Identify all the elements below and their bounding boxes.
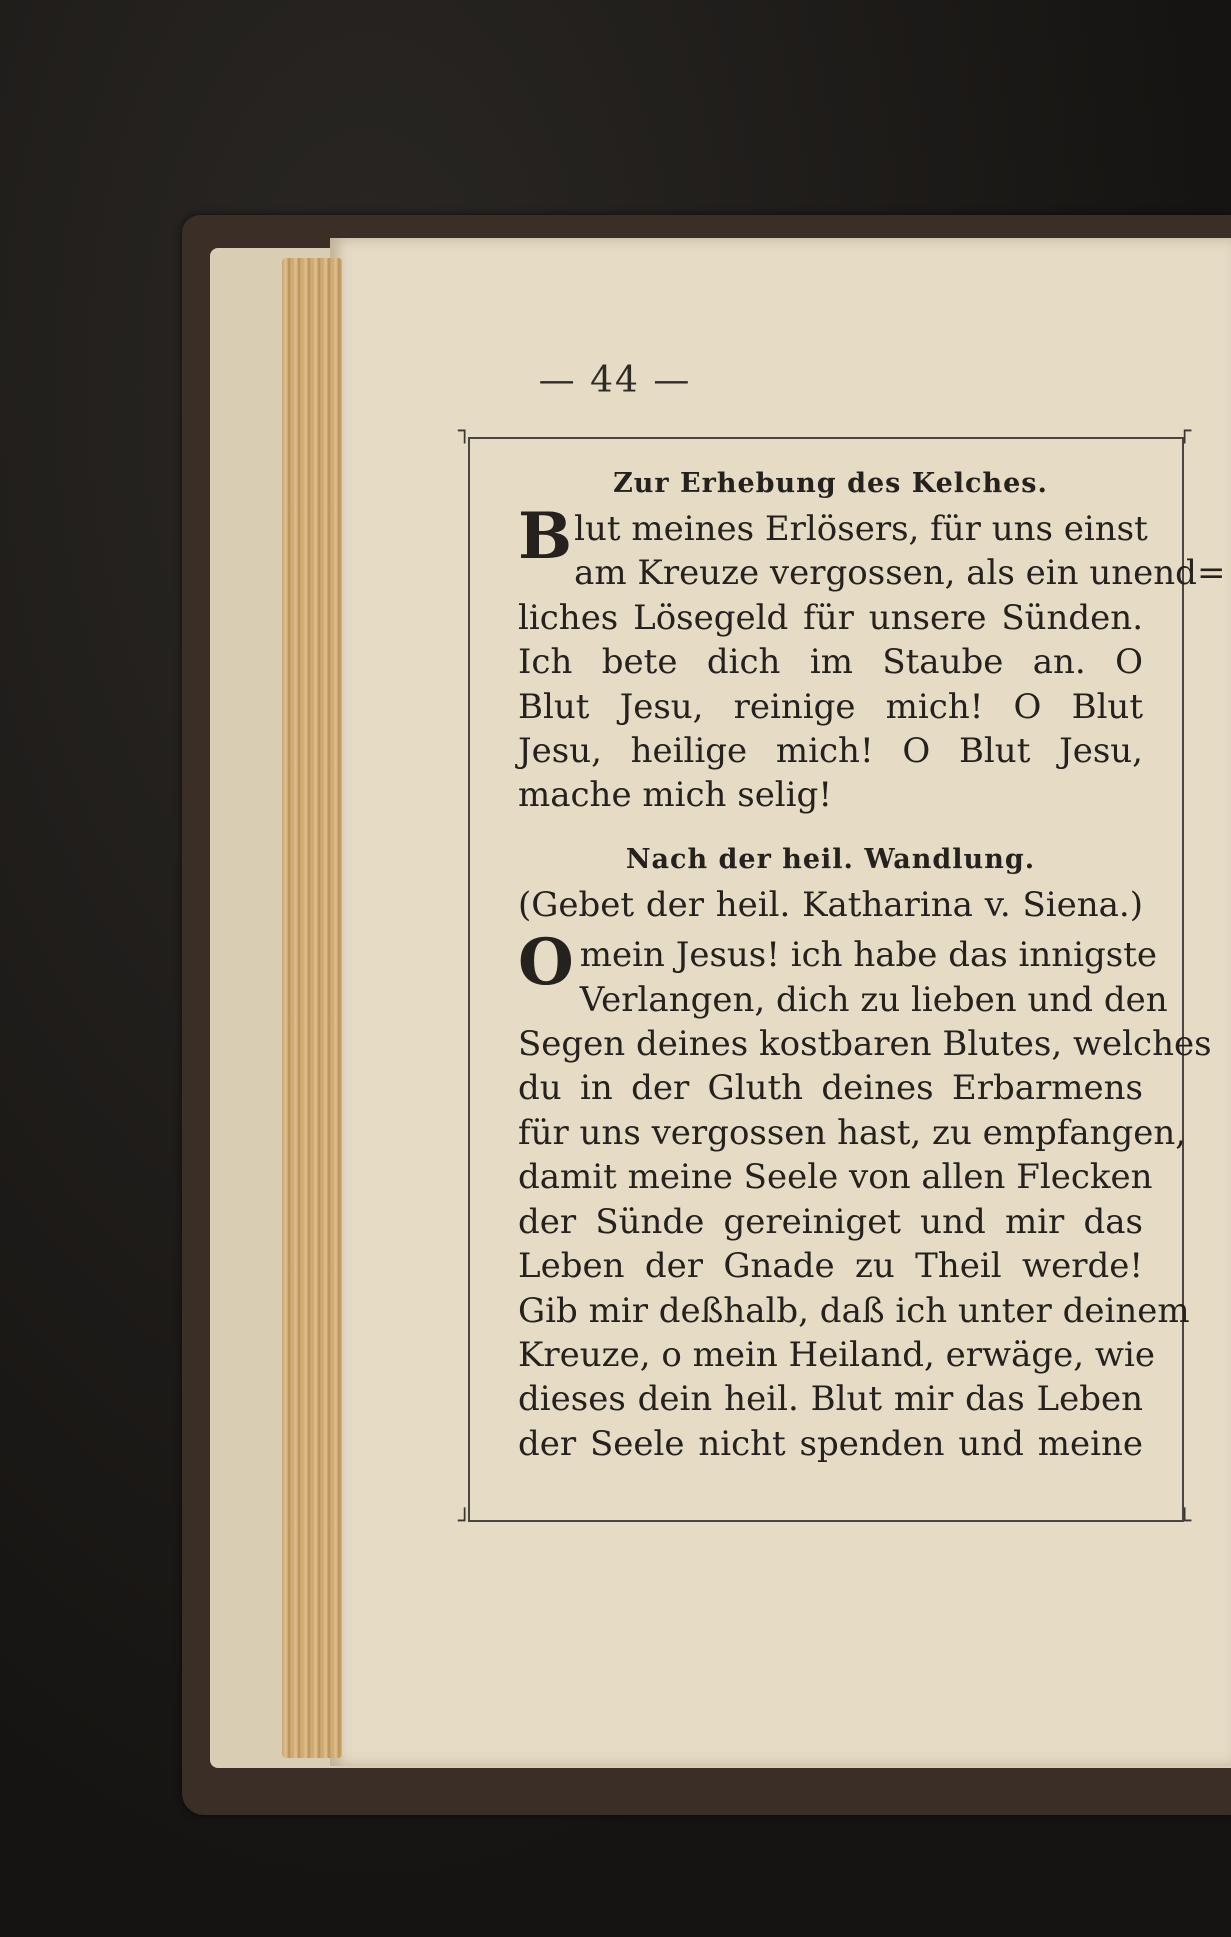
text-line: am Kreuze vergossen, als ein unend= (574, 553, 1226, 594)
frame-corner-ornament: ┘ (458, 1509, 472, 1534)
gilt-edge (282, 258, 342, 1758)
text-line: der Sünde gereiniget und mir das (518, 1201, 1143, 1242)
text-line: dieses dein heil. Blut mir das Leben (518, 1379, 1143, 1420)
text-line: damit meine Seele von allen Flecken (518, 1157, 1153, 1198)
text-line: der Seele nicht spenden und meine (518, 1423, 1143, 1464)
text-line: mache mich selig! (518, 775, 832, 816)
text-line: liches Lösegeld für unsere Sünden. (518, 597, 1143, 638)
page-number: — 44 — (538, 360, 692, 401)
prayer-attribution: (Gebet der heil. Katharina v. Siena.) (518, 884, 1143, 925)
text-line: Blut Jesu, reinige mich! O Blut (518, 686, 1143, 727)
section-heading: Nach der heil. Wandlung. (625, 843, 1036, 875)
page-content (518, 468, 1226, 1466)
text-line: Kreuze, o mein Heiland, erwäge, wie (518, 1334, 1155, 1375)
frame-corner-ornament: ┌ (1178, 419, 1192, 444)
prayer-paragraph (518, 925, 1212, 1466)
drop-cap: B (518, 499, 573, 574)
text-line: Verlangen, dich zu lieben und den (579, 979, 1168, 1020)
section-heading: Zur Erhebung des Kelches. (613, 468, 1048, 499)
text-line: Ich bete dich im Staube an. O (518, 642, 1143, 683)
text-line: Leben der Gnade zu Theil werde! (518, 1246, 1143, 1287)
drop-cap: O (518, 925, 574, 1001)
text-line: Jesu, heilige mich! O Blut Jesu, (518, 731, 1143, 772)
text-line: Gib mir deßhalb, daß ich unter deinem (518, 1290, 1190, 1331)
frame-corner-ornament: ┐ (458, 419, 472, 444)
text-line: lut meines Erlösers, für uns einst (574, 509, 1148, 549)
text-line: du in der Gluth deines Erbarmens (518, 1068, 1143, 1109)
text-line: für uns vergossen hast, zu empfangen, (518, 1112, 1187, 1153)
text-line: mein Jesus! ich habe das innigste (579, 935, 1158, 976)
prayer-paragraph (518, 499, 1226, 818)
frame-corner-ornament: └ (1178, 1509, 1192, 1534)
text-line: Segen deines kostbaren Blutes, welches (518, 1024, 1212, 1065)
